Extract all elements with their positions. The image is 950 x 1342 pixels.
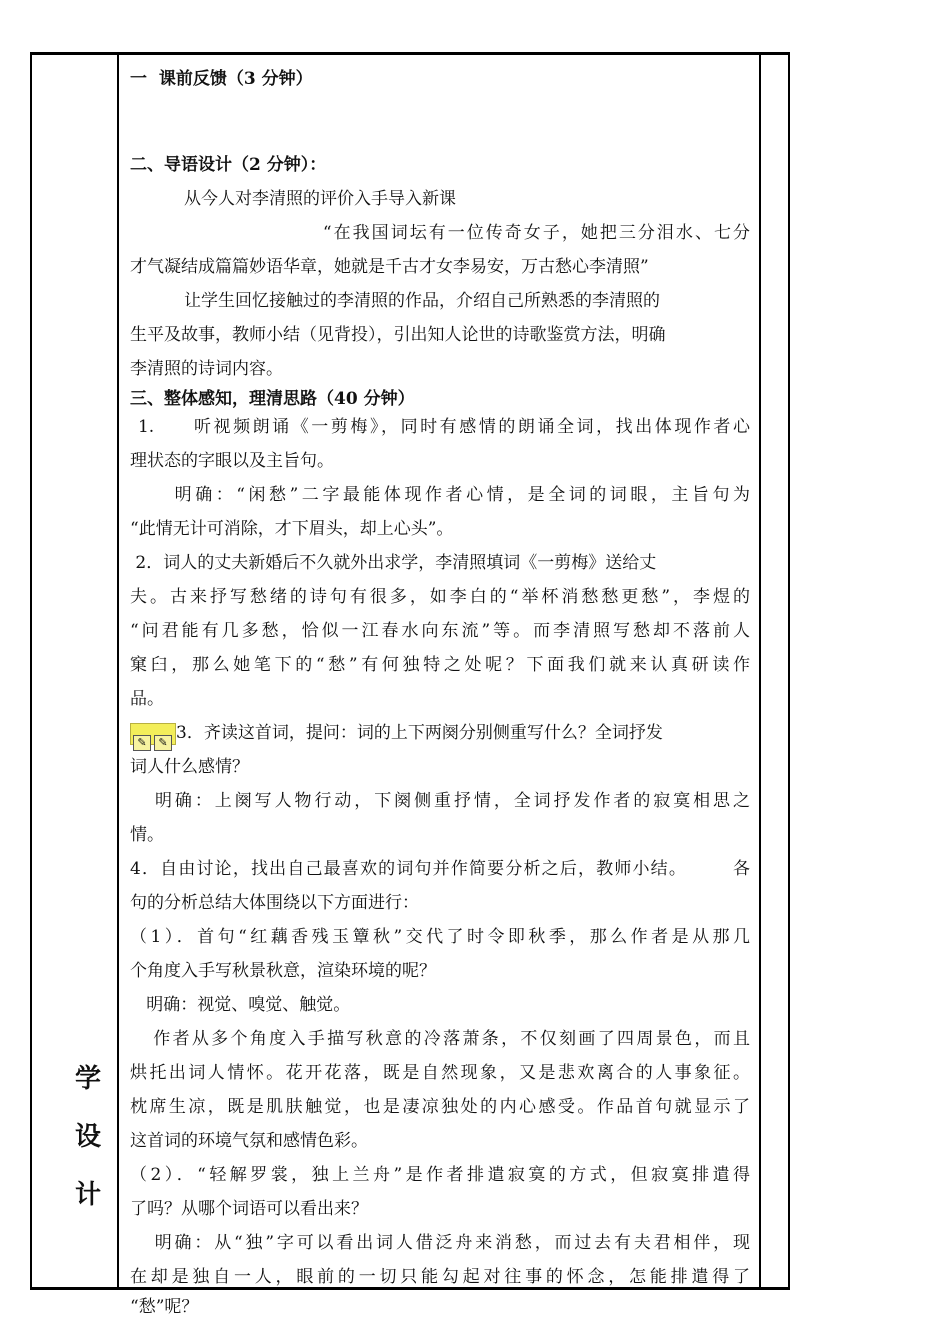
text-line: [130, 784, 750, 818]
line-text: 明确：“闲愁”二字最能体现作者心情，是全词的词眼，主旨句为: [130, 485, 750, 505]
line-text: 明确：视觉、嗅觉、触觉。: [130, 995, 351, 1015]
line-text: 理状态的字眼以及主旨句。: [130, 451, 334, 471]
text-line: [130, 1260, 750, 1294]
text-line: [130, 444, 750, 478]
text-line: [130, 512, 750, 546]
line-text: “此情无计可消除，才下眉头，却上心头”。: [130, 519, 454, 539]
text-line: [130, 284, 750, 318]
text-line: [130, 818, 750, 852]
side-char: 学: [74, 1064, 101, 1094]
text-line: [130, 546, 750, 580]
line-text: 窠臼，那么她笔下的“愁”有何独特之处呢？下面我们就来认真研读作: [130, 655, 750, 675]
line-text: 1. 听视频朗诵《一剪梅》，同时有感情的朗诵全词，找出体现作者心: [130, 417, 750, 437]
text-line: [130, 852, 750, 886]
line-text: 让学生回忆接触过的李清照的作品，介绍自己所熟悉的李清照的: [130, 291, 661, 311]
text-line: [130, 1226, 750, 1260]
text-line: [130, 478, 750, 512]
section-heading: [130, 62, 750, 96]
column-divider-right: [759, 52, 761, 1290]
line-text: 夫。古来抒写愁绪的诗句有很多，如李白的“举杯消愁愁更愁”，李煜的: [130, 587, 750, 607]
line-text: 烘托出词人情怀。花开花落，既是自然现象，又是悲欢离合的人事象征。: [130, 1063, 750, 1083]
text-line: [130, 1090, 750, 1124]
table-top-border: [30, 52, 790, 55]
line-text: 个角度入手写秋景秋意，渲染环境的呢？: [130, 961, 436, 981]
text-line: [130, 1022, 750, 1056]
line-text: 生平及故事，教师小结（见背投），引出知人论世的诗歌鉴赏方法，明确: [130, 325, 666, 345]
pencil-icon: ✎: [154, 735, 172, 751]
line-text: 二、导语设计（2 分钟）：: [130, 155, 327, 175]
line-text: 词人什么感情？: [130, 757, 249, 777]
line-text: 这首词的环境气氛和感情色彩。: [130, 1131, 368, 1151]
text-line: [130, 96, 750, 148]
pastel-icon: [130, 723, 176, 749]
text-line: [130, 750, 750, 784]
line-text: 品。: [130, 689, 164, 709]
pencil-icon: ✎: [133, 735, 151, 751]
line-text: 句的分析总结大体围绕以下方面进行：: [130, 893, 419, 913]
line-text: 情。: [130, 825, 164, 845]
line-text: 在却是独自一人，眼前的一切只能勾起对往事的怀念，怎能排遣得了: [130, 1267, 750, 1287]
line-text: “问君能有几多愁，恰似一江春水向东流”等。而李清照写愁却不落前人: [130, 621, 750, 641]
table-right-border: [788, 52, 790, 1290]
text-line: [130, 410, 750, 444]
line-text: “在我国词坛有一位传奇女子，她把三分泪水、七分: [130, 223, 750, 243]
line-text: 明确：上阕写人物行动，下阕侧重抒情，全词抒发作者的寂寞相思之: [130, 791, 750, 811]
column-divider-left: [117, 52, 119, 1290]
text-line: [130, 988, 750, 1022]
line-text: 作者从多个角度入手描写秋意的冷落萧条，不仅刻画了四周景色，而且: [130, 1029, 750, 1049]
line-text: 才气凝结成篇篇妙语华章，她就是千古才女李易安，万古愁心李清照”: [130, 257, 649, 277]
line-text: 枕席生凉，既是肌肤触觉，也是凄凉独处的内心感受。作品首句就显示了: [130, 1097, 750, 1117]
section-heading: [130, 148, 750, 182]
side-char: 设: [74, 1122, 101, 1152]
line-text: （1）．首句“红藕香残玉簟秋”交代了时令即秋季，那么作者是从那几: [130, 927, 750, 947]
line-text: 明确：从“独”字可以看出词人借泛舟来消愁，而过去有夫君相伴，现: [130, 1233, 750, 1253]
text-line: [130, 1056, 750, 1090]
text-line: [130, 352, 750, 386]
line-text: 2．词人的丈夫新婚后不久就外出求学，李清照填词《一剪梅》送给丈: [130, 553, 657, 573]
text-line: [130, 250, 750, 284]
text-line: [130, 580, 750, 614]
text-line: [130, 216, 750, 250]
text-line: [130, 920, 750, 954]
text-line: [130, 182, 750, 216]
text-line: [130, 648, 750, 682]
text-line: [130, 318, 750, 352]
text-line: [130, 682, 750, 716]
text-line: [130, 1158, 750, 1192]
text-line: [130, 716, 750, 750]
text-line: [130, 1124, 750, 1158]
line-text: 了吗？从哪个词语可以看出来？: [130, 1199, 368, 1219]
section-heading: [130, 388, 750, 410]
line-text: 一 课前反馈（3 分钟）: [130, 69, 313, 89]
text-line: [130, 954, 750, 988]
line-text: 三、整体感知，理清思路（40 分钟）: [130, 389, 415, 409]
table-left-border: [30, 52, 32, 1290]
side-char: 计: [74, 1180, 101, 1210]
text-line: [130, 1192, 750, 1226]
line-text: 4．自由讨论，找出自己最喜欢的词句并作简要分析之后，教师小结。 各: [130, 859, 750, 879]
line-text: （2）．“轻解罗裳，独上兰舟”是作者排遣寂寞的方式，但寂寞排遣得: [130, 1165, 750, 1185]
text-line: [130, 614, 750, 648]
side-label: [70, 1050, 106, 1224]
line-text: 从今人对李清照的评价入手导入新课: [130, 189, 457, 209]
lesson-content: [130, 62, 750, 1294]
line-text: 李清照的诗词内容。: [130, 359, 283, 379]
overflow-text: “愁”呢？: [130, 1297, 199, 1317]
text-line: [130, 886, 750, 920]
line-text: 3．齐读这首词，提问：词的上下两阕分别侧重写什么？全词抒发: [176, 723, 663, 743]
